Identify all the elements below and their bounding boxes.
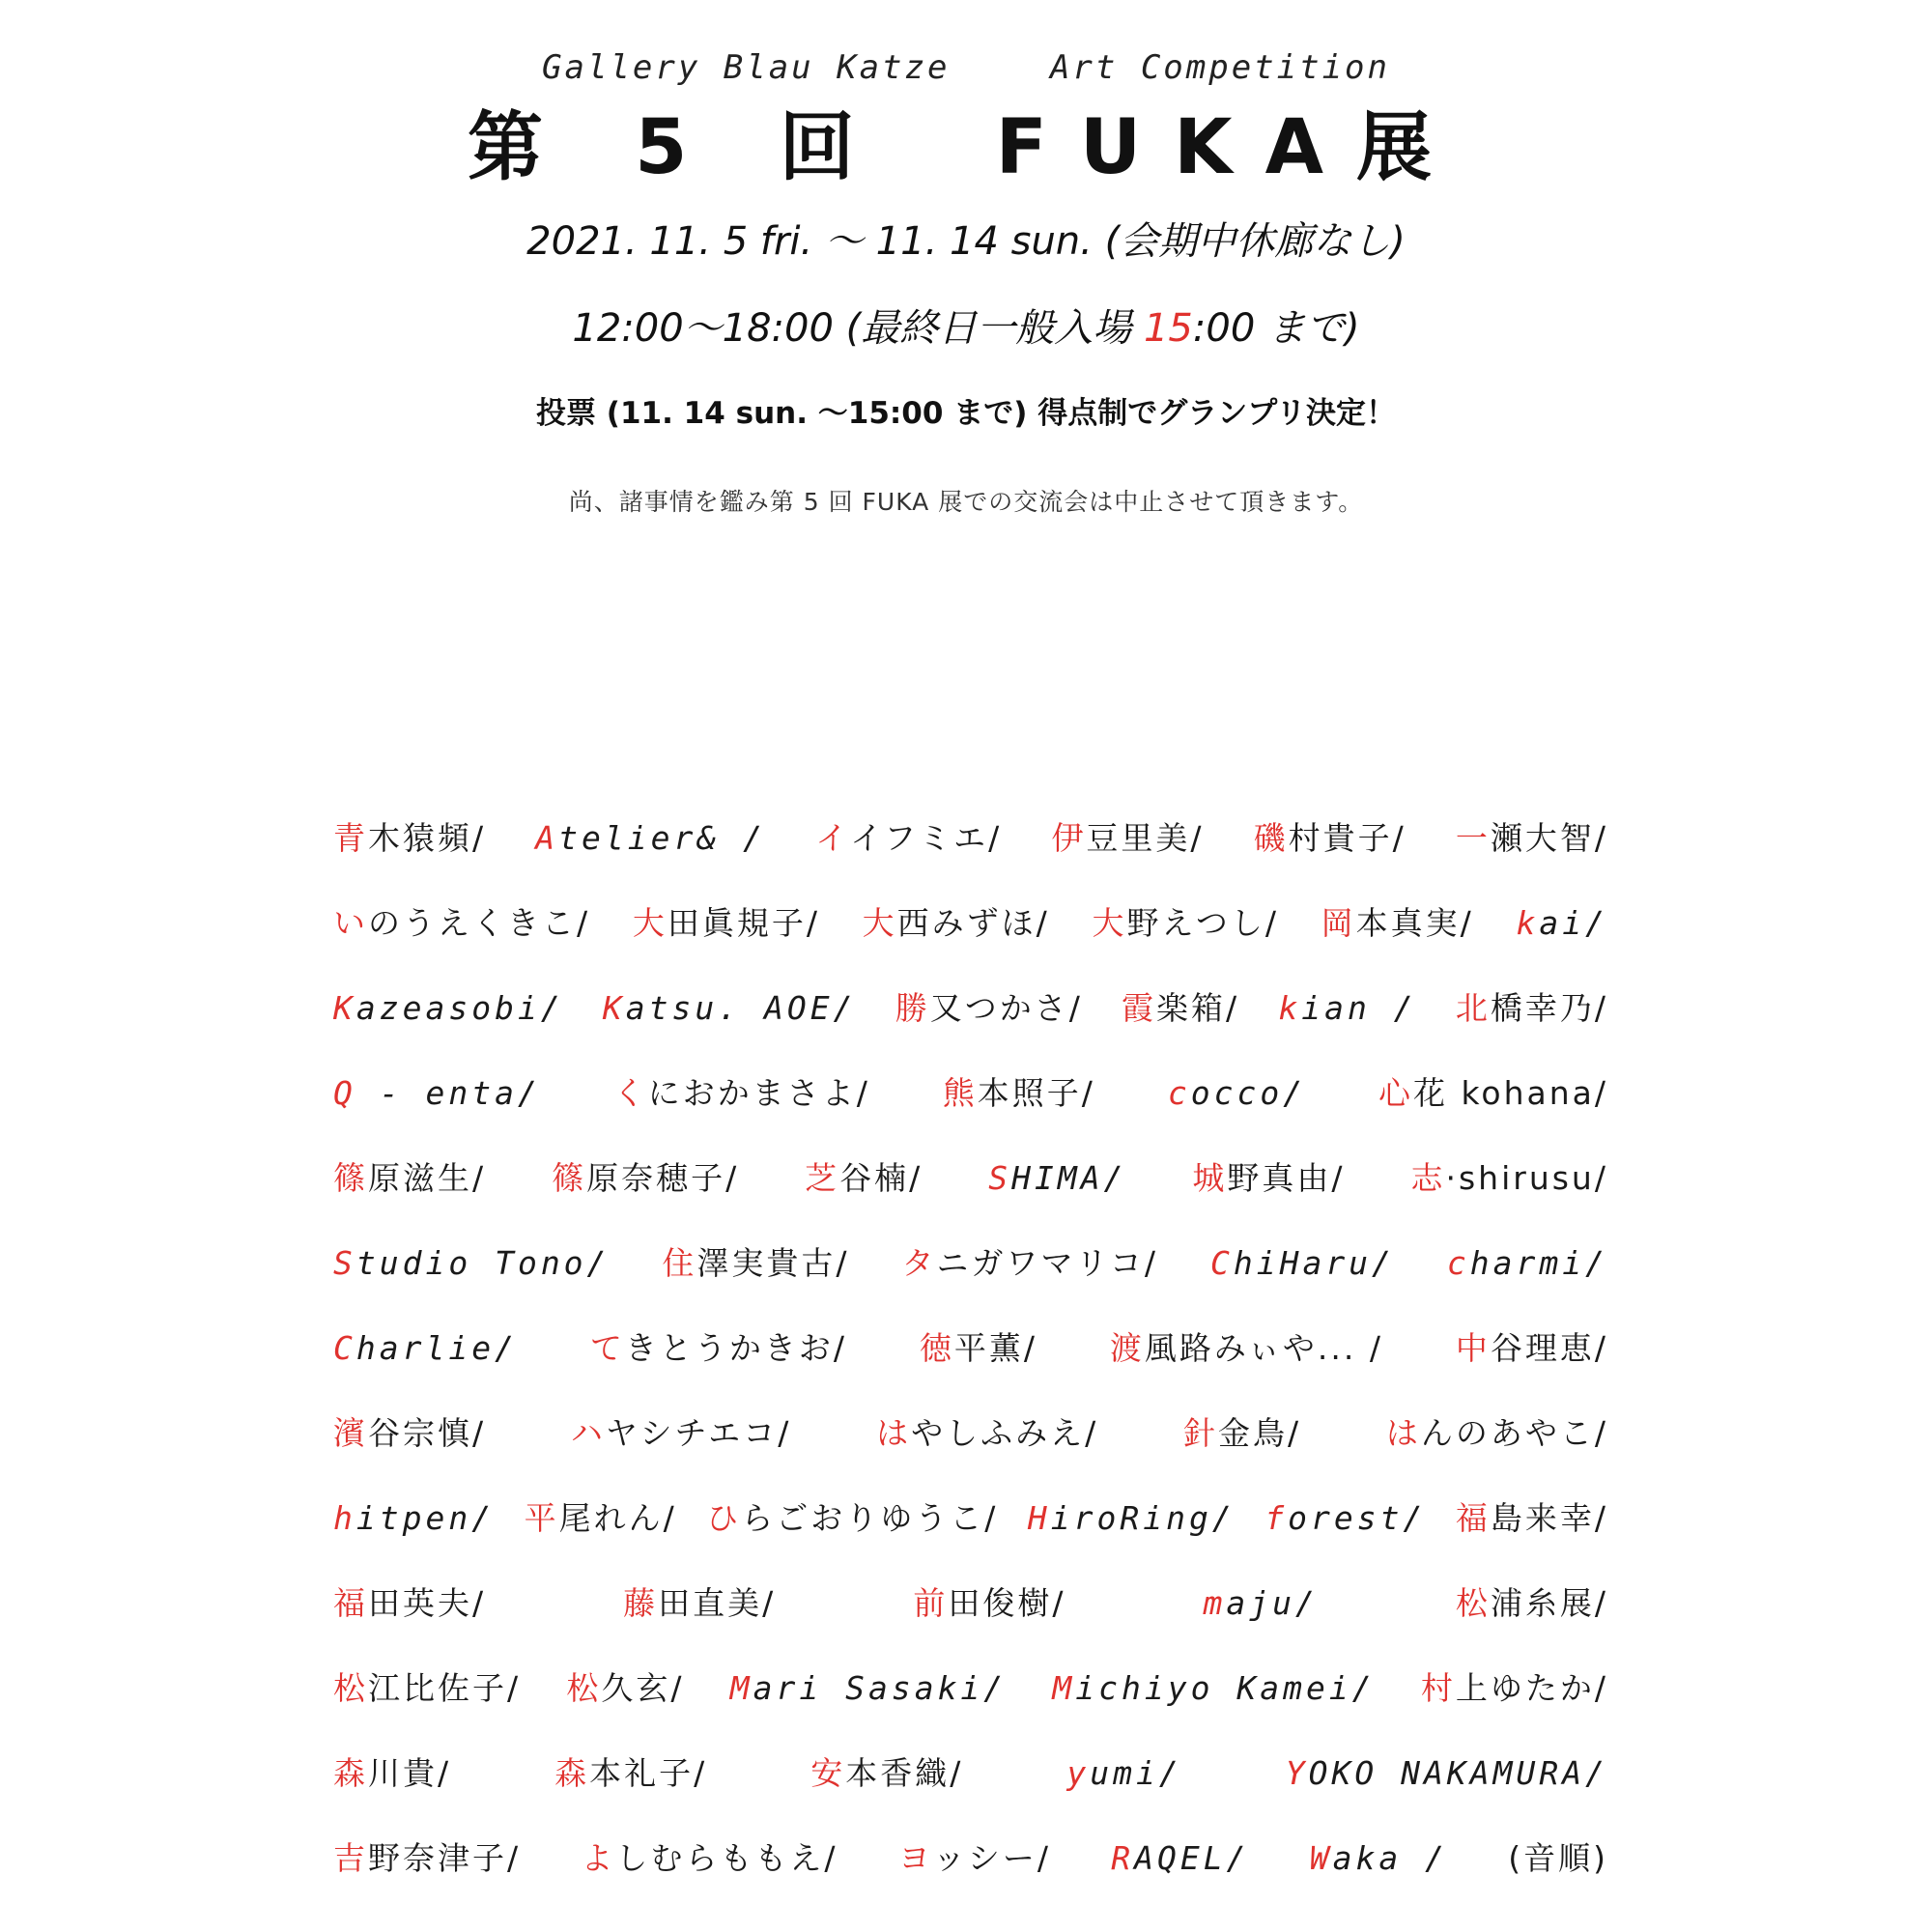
- artist-name-initial: 濱: [333, 1414, 368, 1452]
- artist-name: 篠原奈穂子/: [552, 1150, 739, 1235]
- artist-name-initial: て: [589, 1329, 625, 1367]
- artist-name: 森本礼子/: [554, 1745, 707, 1830]
- artist-row: [333, 810, 1608, 895]
- artist-name: Katsu. AOE/: [603, 980, 857, 1065]
- artist-name-initial: 住: [662, 1244, 697, 1282]
- artist-name-initial: y: [1066, 1754, 1091, 1792]
- artist-name-initial: M: [1052, 1669, 1076, 1707]
- artist-name: 徳平薫/: [920, 1320, 1037, 1405]
- artist-name: 霞楽箱/: [1122, 980, 1239, 1065]
- artist-name-initial: 篠: [552, 1159, 587, 1197]
- artist-name-initial: 青: [333, 819, 368, 857]
- competition-label: Art Competition: [1049, 48, 1390, 87]
- artist-name: 平尾れん/: [525, 1490, 677, 1575]
- artist-name: 福田英夫/: [333, 1575, 486, 1660]
- artist-name-initial: い: [333, 904, 368, 942]
- artist-name-initial: 磯: [1253, 819, 1289, 857]
- artist-row: [333, 1235, 1608, 1320]
- artist-name: 北橋幸乃/: [1456, 980, 1608, 1065]
- artist-name: Charlie/: [333, 1320, 518, 1405]
- opening-hours: [0, 298, 1932, 353]
- artist-name: 篠原滋生/: [333, 1150, 486, 1235]
- artist-name: Kazeasobi/: [333, 980, 564, 1065]
- artist-row: [333, 1660, 1608, 1745]
- artist-name-initial: f: [1264, 1499, 1289, 1537]
- artist-name-initial: ハ: [570, 1414, 606, 1452]
- artist-name-initial: 福: [1455, 1499, 1491, 1537]
- hours-highlight: 15: [1143, 306, 1193, 351]
- artist-name: SHIMA/: [988, 1150, 1126, 1235]
- artist-name-initial: 森: [333, 1754, 368, 1792]
- artist-name-initial: A: [535, 819, 559, 857]
- artist-name-initial: は: [1385, 1414, 1421, 1452]
- subtitle: [0, 48, 1932, 87]
- artist-name-initial: 中: [1455, 1329, 1491, 1367]
- artist-name: kian /: [1278, 980, 1416, 1065]
- artist-name-initial: S: [988, 1159, 1012, 1197]
- artist-name-initial: c: [1167, 1074, 1191, 1112]
- artist-name-initial: 岡: [1321, 904, 1356, 942]
- artist-row: [333, 980, 1608, 1065]
- artist-name-initial: 一: [1455, 819, 1491, 857]
- artist-name: Studio Tono/: [333, 1235, 610, 1320]
- artist-name: Q - enta/: [333, 1065, 541, 1150]
- hours-suffix: :00 まで): [1192, 306, 1360, 351]
- artist-name-initial: イ: [815, 819, 851, 857]
- artist-row: [333, 1150, 1608, 1235]
- artist-name: 一瀬大智/: [1456, 810, 1608, 895]
- artist-name-initial: 松: [1455, 1584, 1491, 1622]
- artist-name-initial: 安: [810, 1754, 846, 1792]
- artist-name-initial: 霞: [1122, 989, 1157, 1027]
- artist-name-initial: 渡: [1109, 1329, 1145, 1367]
- artist-name-initial: 村: [1420, 1669, 1456, 1707]
- artist-name-initial: 芝: [805, 1159, 840, 1197]
- artist-name-initial: 平: [524, 1499, 559, 1537]
- artist-row: [333, 1490, 1608, 1575]
- artist-name: 勝又つかさ/: [895, 980, 1083, 1065]
- artist-name: 安本香織/: [810, 1745, 963, 1830]
- artist-name-initial: c: [1446, 1244, 1470, 1282]
- artist-row: [333, 1320, 1608, 1405]
- artist-name: 志·shirusu/: [1410, 1150, 1607, 1235]
- artist-name: Mari Sasaki/: [730, 1660, 1007, 1745]
- artist-name: タニガワマリコ/: [902, 1235, 1158, 1320]
- artist-name: てきとうかきお/: [590, 1320, 847, 1405]
- artist-name: 熊本照子/: [943, 1065, 1095, 1150]
- artist-name: ハヤシチエコ/: [571, 1405, 791, 1490]
- artist-name-initial: 城: [1192, 1159, 1228, 1197]
- artist-name-initial: m: [1203, 1584, 1227, 1622]
- artist-name-initial: K: [602, 989, 626, 1027]
- artist-name: はんのあやこ/: [1386, 1405, 1608, 1490]
- artist-name-initial: 松: [333, 1669, 368, 1707]
- artist-name: ヨッシー/: [898, 1830, 1051, 1915]
- artist-row: [333, 1745, 1608, 1830]
- artist-name-initial: 心: [1378, 1074, 1413, 1112]
- notice: 尚、諸事情を鑑み第 5 回 FUKA 展での交流会は中止させて頂きます。: [568, 488, 1364, 516]
- artist-name: 森川貴/: [333, 1745, 451, 1830]
- artist-row: [333, 1065, 1608, 1150]
- artist-name: RAQEL/: [1111, 1830, 1249, 1915]
- artist-name: 伊豆里美/: [1051, 810, 1204, 895]
- artist-name: 大西みずほ/: [863, 895, 1050, 980]
- artist-name-initial: く: [612, 1074, 648, 1112]
- artist-name-initial: 大: [632, 904, 668, 942]
- artist-list: [333, 810, 1608, 1915]
- artist-name: 大田眞規子/: [633, 895, 820, 980]
- artist-name: forest/: [1264, 1490, 1426, 1575]
- artist-name-initial: 福: [333, 1584, 368, 1622]
- artist-name: 岡本真実/: [1321, 895, 1474, 980]
- artist-name-initial: 伊: [1051, 819, 1087, 857]
- artist-name-initial: S: [333, 1244, 356, 1282]
- artist-name-initial: k: [1278, 989, 1302, 1027]
- artist-name: 磯村貴子/: [1254, 810, 1406, 895]
- artist-name: ChiHaru/: [1210, 1235, 1395, 1320]
- artist-name: charmi/: [1447, 1235, 1608, 1320]
- artist-name: 大野えつし/: [1092, 895, 1278, 980]
- artist-name: 渡風路みぃや... /: [1110, 1320, 1383, 1405]
- artist-name-initial: 徳: [919, 1329, 954, 1367]
- artist-name: いのうえくきこ/: [333, 895, 590, 980]
- artist-name: 中谷理恵/: [1456, 1320, 1608, 1405]
- artist-name: 松浦糸展/: [1456, 1575, 1608, 1660]
- hours-prefix: 12:00〜18:00 (最終日一般入場: [572, 306, 1144, 351]
- artist-name-initial: Y: [1285, 1754, 1309, 1792]
- artist-name: 濱谷宗慎/: [333, 1405, 486, 1490]
- artist-name-initial: は: [876, 1414, 912, 1452]
- artist-name-initial: 熊: [942, 1074, 978, 1112]
- artist-name: 村上ゆたか/: [1421, 1660, 1608, 1745]
- artist-name-initial: C: [1209, 1244, 1234, 1282]
- artist-name: 松久玄/: [566, 1660, 684, 1745]
- artist-name: イイフミエ/: [815, 810, 1002, 895]
- artist-name: Waka /: [1310, 1830, 1448, 1915]
- artist-name: はやしふみえ/: [876, 1405, 1098, 1490]
- artist-name: maju/: [1203, 1575, 1318, 1660]
- artist-name-initial: C: [333, 1329, 356, 1367]
- artist-name-initial: よ: [581, 1839, 616, 1877]
- artist-name: ひらごおりゆうこ/: [706, 1490, 998, 1575]
- artist-name: 住澤実貴古/: [662, 1235, 849, 1320]
- artist-name: 福島来幸/: [1456, 1490, 1608, 1575]
- artist-row: [333, 1575, 1608, 1660]
- exhibition-title: 第 5 回 FUKA展: [467, 104, 1464, 191]
- artist-name: Michiyo Kamei/: [1052, 1660, 1375, 1745]
- artist-name-initial: 勝: [895, 989, 930, 1027]
- artist-name: hitpen/: [333, 1490, 495, 1575]
- voting-info: 投票 (11. 14 sun. 〜15:00 まで) 得点制でグランプリ決定！: [536, 396, 1396, 431]
- artist-name-initial: H: [1027, 1499, 1051, 1537]
- artist-name-initial: k: [1516, 904, 1540, 942]
- artist-name: 青木猿頻/: [333, 810, 486, 895]
- artist-row: [333, 1830, 1608, 1915]
- artist-name: 針金鳥/: [1183, 1405, 1301, 1490]
- artist-name: kai/: [1516, 895, 1607, 980]
- artist-name-initial: ひ: [706, 1499, 742, 1537]
- artist-name-initial: W: [1309, 1839, 1333, 1877]
- artist-name-initial: h: [333, 1499, 356, 1537]
- artist-name-initial: 大: [862, 904, 897, 942]
- artist-name-initial: ヨ: [897, 1839, 933, 1877]
- artist-name-initial: 吉: [333, 1839, 368, 1877]
- artist-row: [333, 1405, 1608, 1490]
- artist-name-initial: 北: [1455, 989, 1491, 1027]
- artist-name: くにおかまさよ/: [613, 1065, 870, 1150]
- artist-name-initial: R: [1111, 1839, 1135, 1877]
- artist-name: 城野真由/: [1192, 1150, 1345, 1235]
- artist-name-initial: 大: [1092, 904, 1127, 942]
- artist-name: yumi/: [1066, 1745, 1181, 1830]
- artist-name: YOKO NAKAMURA/: [1286, 1745, 1608, 1830]
- artist-name: よしむらももえ/: [581, 1830, 838, 1915]
- gallery-name: Gallery Blau Katze: [542, 48, 951, 87]
- artist-name: (音順): [1508, 1839, 1608, 1877]
- exhibition-dates: 2021. 11. 5 fri. 〜 11. 14 sun. (会期中休廊なし): [526, 219, 1406, 264]
- artist-name: cocco/: [1168, 1065, 1306, 1150]
- artist-name: 吉野奈津子/: [333, 1830, 521, 1915]
- artist-name: 前田俊樹/: [913, 1575, 1065, 1660]
- artist-name: 藤田直美/: [623, 1575, 776, 1660]
- artist-name: 心花 kohana/: [1378, 1065, 1608, 1150]
- artist-name: Atelier& /: [535, 810, 766, 895]
- artist-name: 芝谷楠/: [805, 1150, 923, 1235]
- artist-name-initial: Q: [333, 1074, 356, 1112]
- artist-name-initial: 前: [913, 1584, 949, 1622]
- artist-name: 松江比佐子/: [333, 1660, 521, 1745]
- artist-name-initial: 志: [1410, 1159, 1446, 1197]
- artist-name-initial: 篠: [333, 1159, 368, 1197]
- artist-name: HiroRing/: [1028, 1490, 1236, 1575]
- artist-name-initial: タ: [901, 1244, 937, 1282]
- artist-name-initial: 松: [566, 1669, 602, 1707]
- artist-name-initial: 藤: [623, 1584, 659, 1622]
- artist-name-initial: 針: [1182, 1414, 1218, 1452]
- artist-name-initial: 森: [554, 1754, 590, 1792]
- artist-row: [333, 895, 1608, 980]
- artist-name-initial: M: [729, 1669, 753, 1707]
- artist-name-initial: K: [333, 989, 356, 1027]
